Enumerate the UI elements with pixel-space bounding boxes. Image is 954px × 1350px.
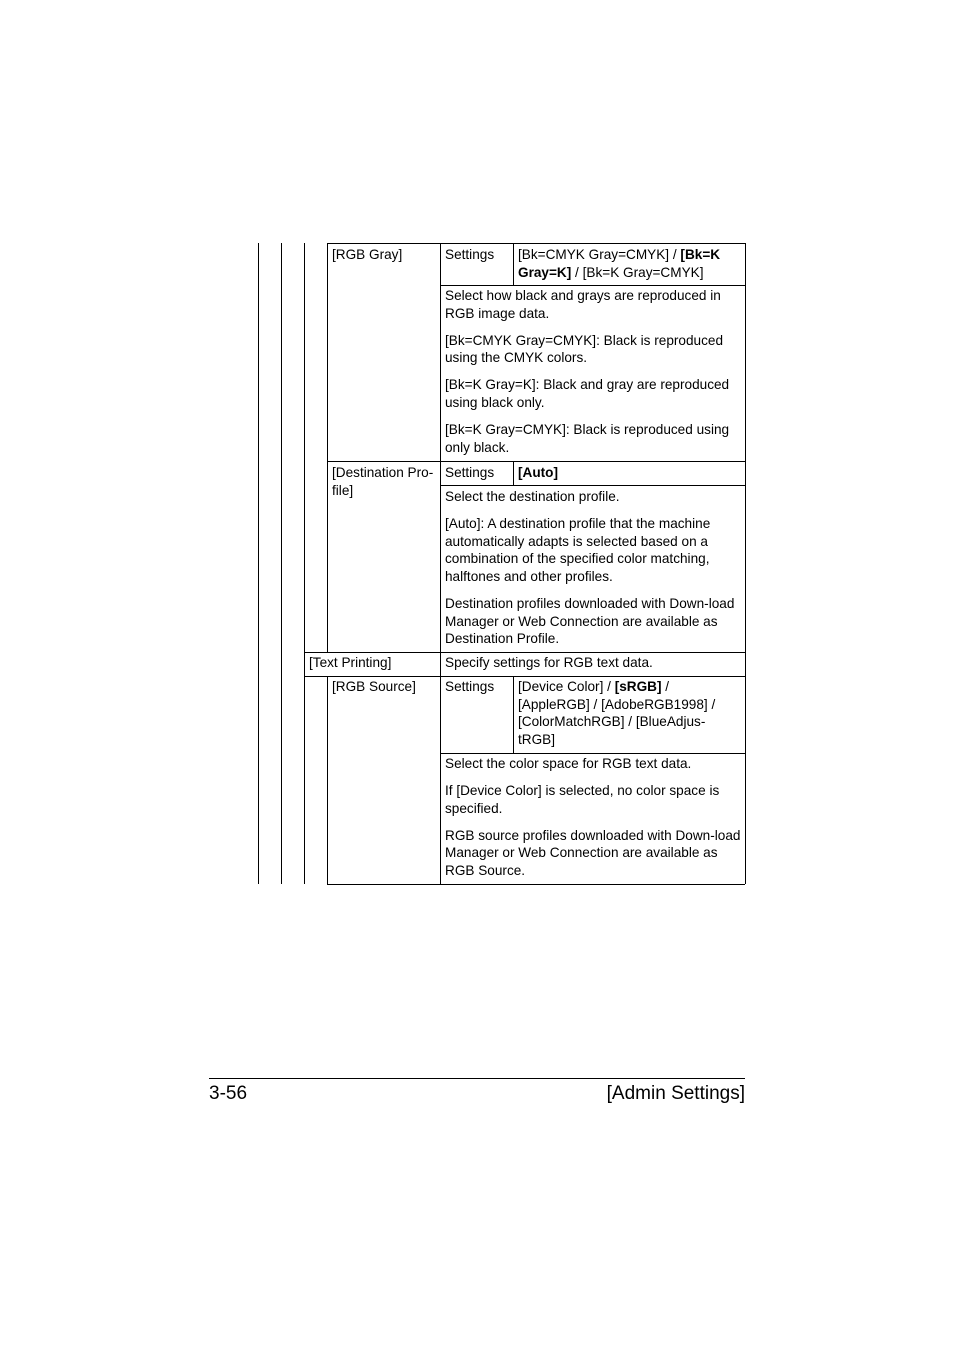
destination-profile-settings-label: Settings bbox=[445, 465, 495, 480]
rgb-source-settings-label: Settings bbox=[445, 679, 495, 694]
destination-profile-options: [Auto] bbox=[518, 465, 559, 480]
rgb-gray-description: Select how black and grays are reproduced in RGB image data. [Bk=CMYK Gray=CMYK]: Black is reproduced using the CMYK colors. [Bk=K Gray=K]: Black and gray are reproduced using black only. [Bk=K Gray=CMYK]: Black is reproduced using only black. bbox=[445, 288, 730, 455]
rgb-source-description: Select the color space for RGB text data. If [Device Color] is selected, no color space is specified. RGB source profiles downloaded with Down-load Manager or Web Connection are available as RGB Source. bbox=[445, 756, 741, 878]
rgb-source-options: [Device Color] / [sRGB] / [AppleRGB] / [AdobeRGB1998] / [ColorMatchRGB] / [BlueAdjus-tRGB] bbox=[518, 679, 716, 747]
text-printing-description: Specify settings for RGB text data. bbox=[445, 655, 653, 670]
rgb-gray-name: [RGB Gray] bbox=[332, 247, 403, 262]
page-number: 3-56 bbox=[209, 1083, 248, 1104]
section-title: [Admin Settings] bbox=[606, 1083, 745, 1104]
rgb-source-name: [RGB Source] bbox=[332, 679, 416, 694]
destination-profile-name: [Destination Pro-file] bbox=[332, 465, 434, 498]
destination-profile-description: Select the destination profile. [Auto]: A destination profile that the machine automatically adapts is selected based on a combination of the specified color matching, halftones and other profiles. Destination profiles downloaded with Down-load Manager or Web Connection are available as Destination Profile. bbox=[445, 489, 735, 647]
rgb-gray-settings-label: Settings bbox=[445, 247, 495, 262]
text-printing-name: [Text Printing] bbox=[309, 655, 392, 670]
footer-divider bbox=[209, 1078, 745, 1079]
rgb-gray-options: [Bk=CMYK Gray=CMYK] / [Bk=K Gray=K] / [Bk=K Gray=CMYK] bbox=[518, 247, 721, 280]
